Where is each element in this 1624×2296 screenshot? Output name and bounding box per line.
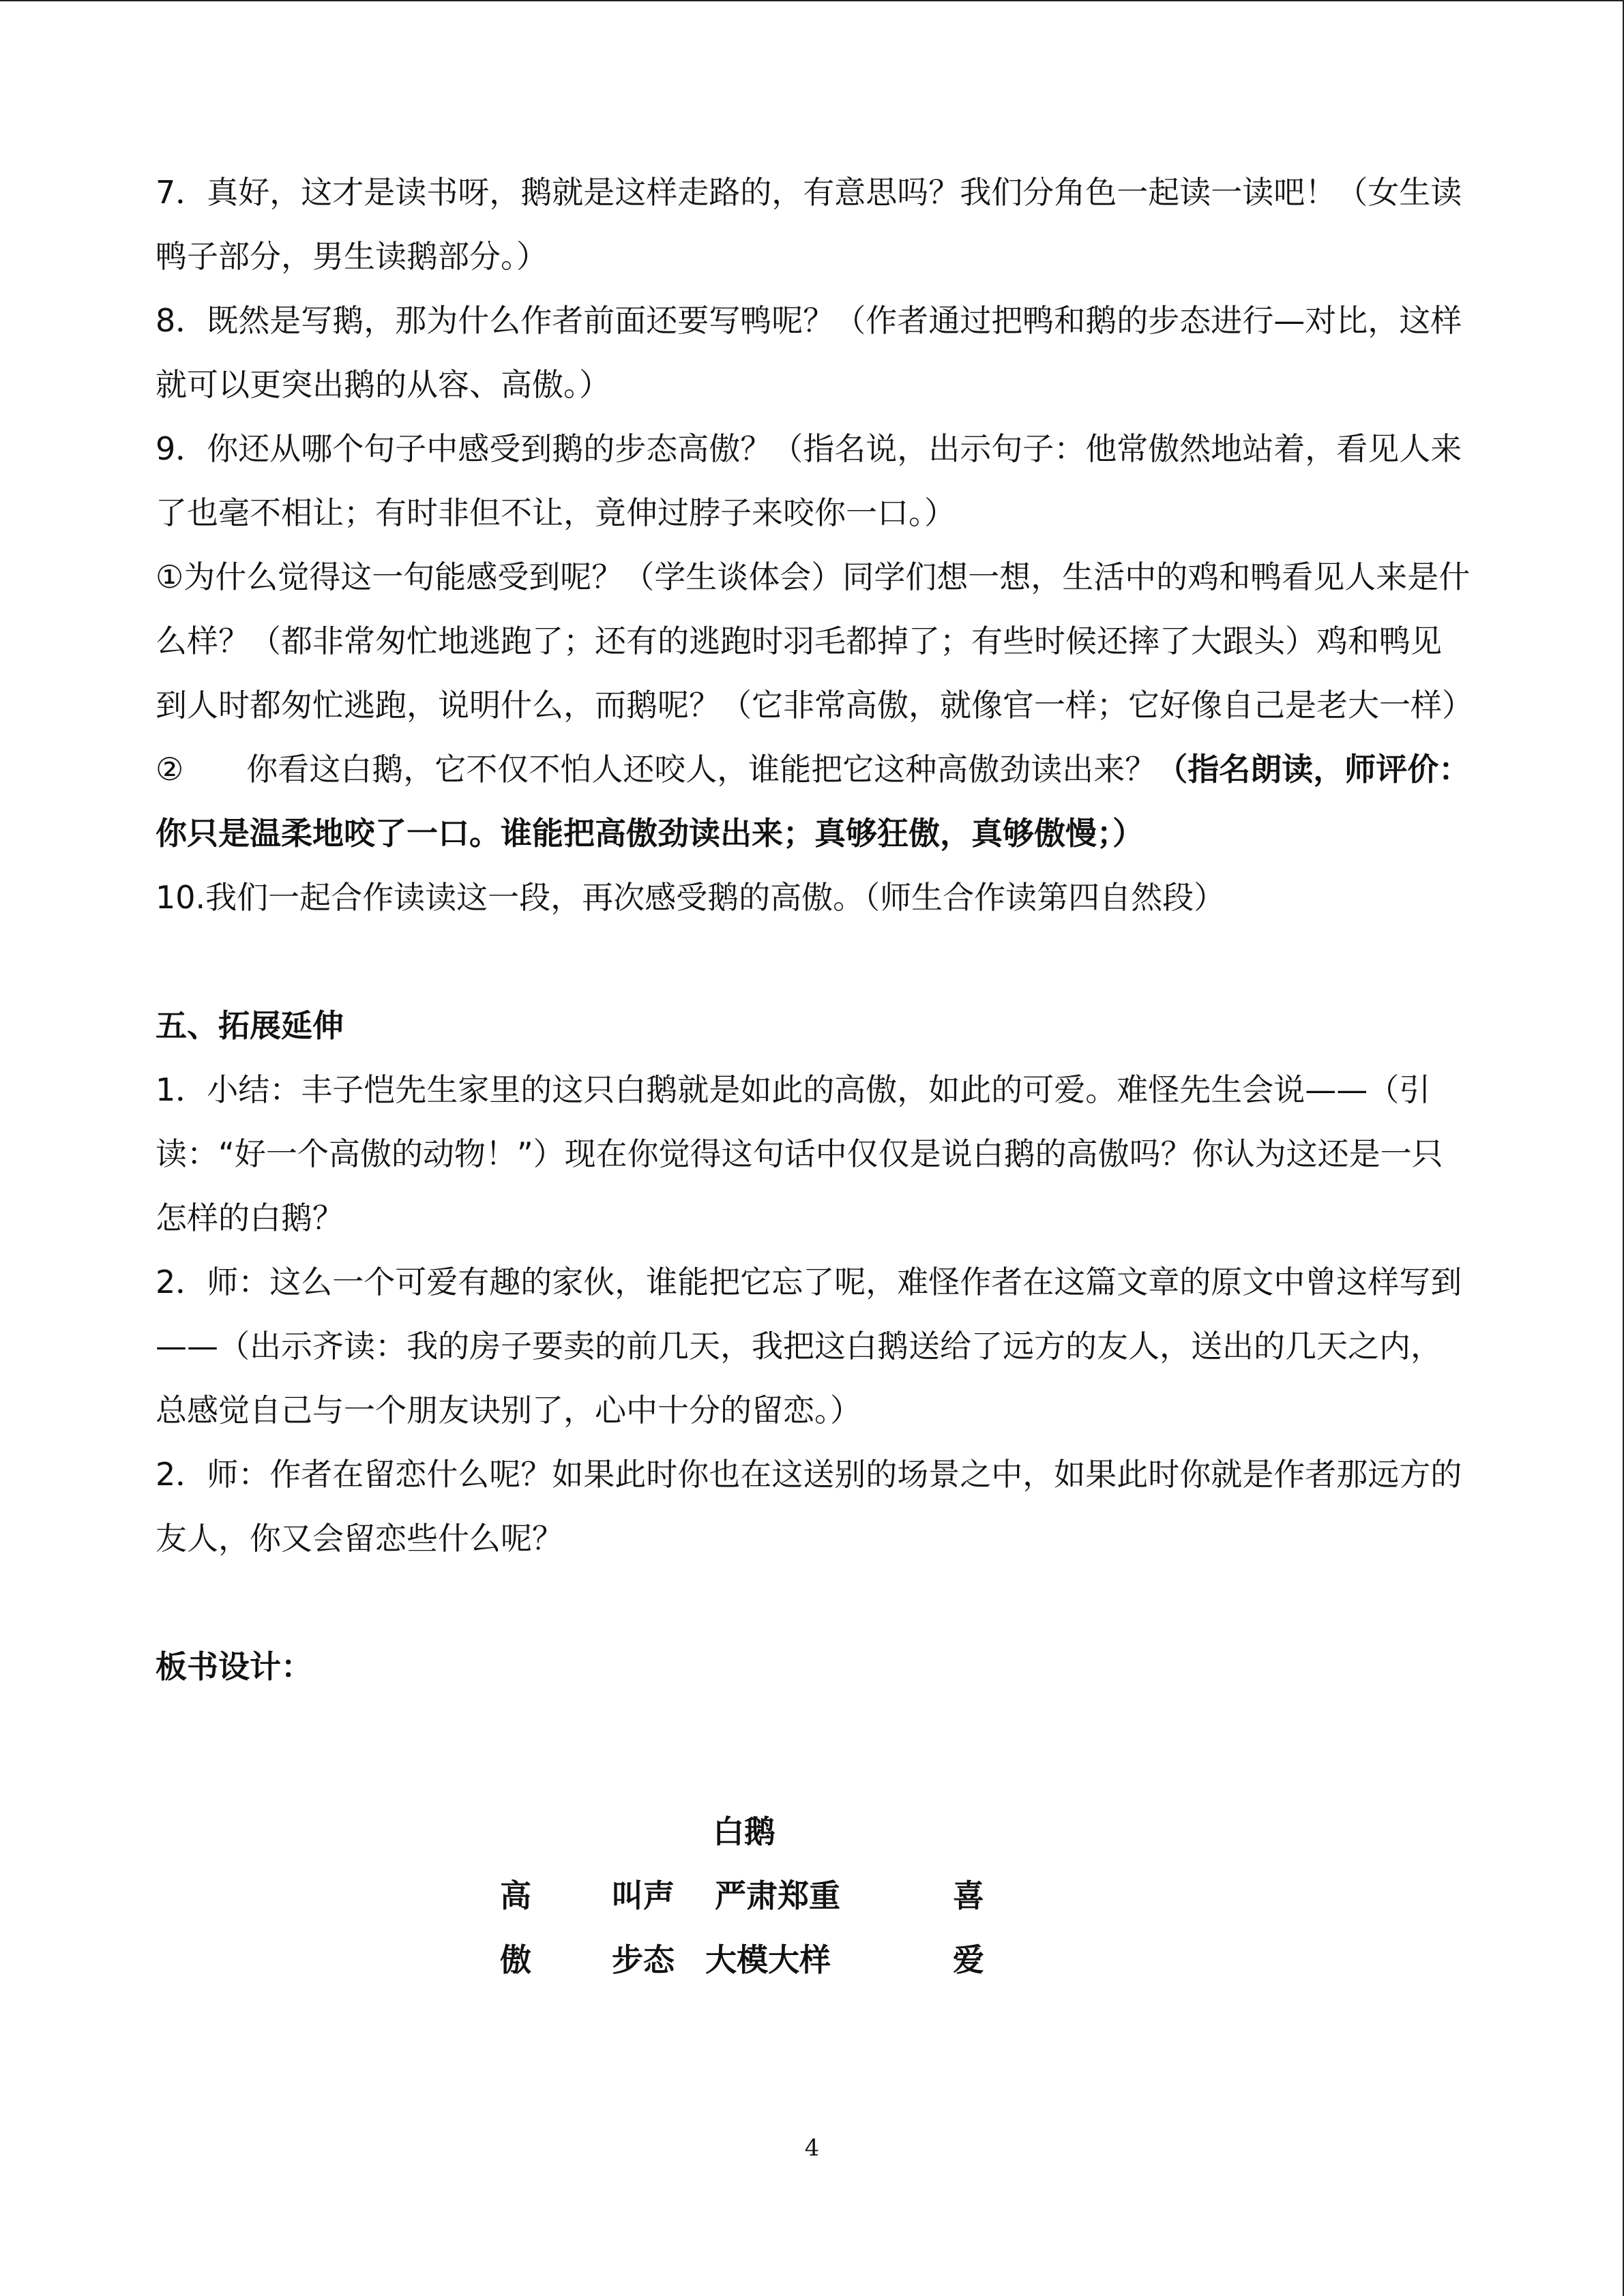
spacer <box>156 1570 1472 1635</box>
document-body <box>156 160 1472 1699</box>
blackboard-design <box>0 1807 1624 2012</box>
board-row2-right: 爱 <box>953 1941 984 1978</box>
paragraph-9-sub-2-text: ② 你看这白鹅，它不仅不怕人还咬人，谁能把它这种高傲劲读出来？ <box>156 751 1157 788</box>
page-number: 4 <box>804 2134 820 2162</box>
paragraph-10: 10.我们一起合作读读这一段，再次感受鹅的高傲。（师生合作读第四自然段） <box>156 879 1226 916</box>
board-row1-desc: 严肃郑重 <box>715 1877 840 1914</box>
paragraph-7: 7．真好，这才是读书呀，鹅就是这样走路的，有意思吗？我们分角色一起读一读吧！（女生读鸭子部分，男生读鹅部分。） <box>156 174 1462 275</box>
paragraph-9: 9．你还从哪个句子中感受到鹅的步态高傲？（指名说，出示句子：他常傲然地站着，看见人来了也毫不相让；有时非但不让，竟伸过脖子来咬你一口。） <box>156 430 1462 531</box>
board-row1-left: 高 <box>500 1877 531 1914</box>
spacer <box>156 929 1472 994</box>
board-row1-aspect: 叫声 <box>612 1877 675 1914</box>
board-design-label: 板书设计： <box>156 1648 312 1685</box>
section-five-item-2: 2．师：这么一个可爱有趣的家伙，谁能把它忘了呢，难怪作者在这篇文章的原文中曾这样写到——（出示齐读：我的房子要卖的前几天，我把这白鹅送给了远方的友人，送出的几天之内，总感觉自己与一个朋友诀别了，心中十分的留恋。） <box>156 1264 1462 1429</box>
section-five-item-1: 1．小结：丰子恺先生家里的这只白鹅就是如此的高傲，如此的可爱。难怪先生会说——（引读：“好一个高傲的动物！”）现在你觉得这句话中仅仅是说白鹅的高傲吗？你认为这还是一只怎样的白鹅？ <box>156 1071 1443 1236</box>
board-row2-desc: 大模大样 <box>705 1941 831 1978</box>
board-title: 白鹅 <box>713 1813 776 1850</box>
paragraph-9-sub-2 <box>156 737 1472 865</box>
paragraph-9-sub-1: ①为什么觉得这一句能感受到呢？（学生谈体会）同学们想一想，生活中的鸡和鸭看见人来是什么样？（都非常匆忙地逃跑了；还有的逃跑时羽毛都掉了；有些时候还摔了大跟头）鸡和鸭见到人时都匆忙逃跑，说明什么，而鹅呢？（它非常高傲，就像官一样；它好像自己是老大一样） <box>156 558 1473 724</box>
paragraph-9-sub-2-bold: （指名朗读，师评价：你只是温柔地咬了一口。谁能把高傲劲读出来；真够狂傲，真够傲慢；） <box>156 751 1471 852</box>
board-row2-left: 傲 <box>500 1941 531 1978</box>
section-five-item-3: 2．师：作者在留恋什么呢？如果此时你也在这送别的场景之中，如果此时你就是作者那远方的友人，你又会留恋些什么呢？ <box>156 1456 1462 1557</box>
paragraph-8: 8．既然是写鹅，那为什么作者前面还要写鸭呢？（作者通过把鸭和鹅的步态进行—对比，这样就可以更突出鹅的从容、高傲。） <box>156 302 1462 403</box>
section-five-heading: 五、拓展延伸 <box>156 1007 344 1044</box>
board-row1-right: 喜 <box>953 1877 984 1914</box>
board-row2-aspect: 步态 <box>612 1941 675 1978</box>
